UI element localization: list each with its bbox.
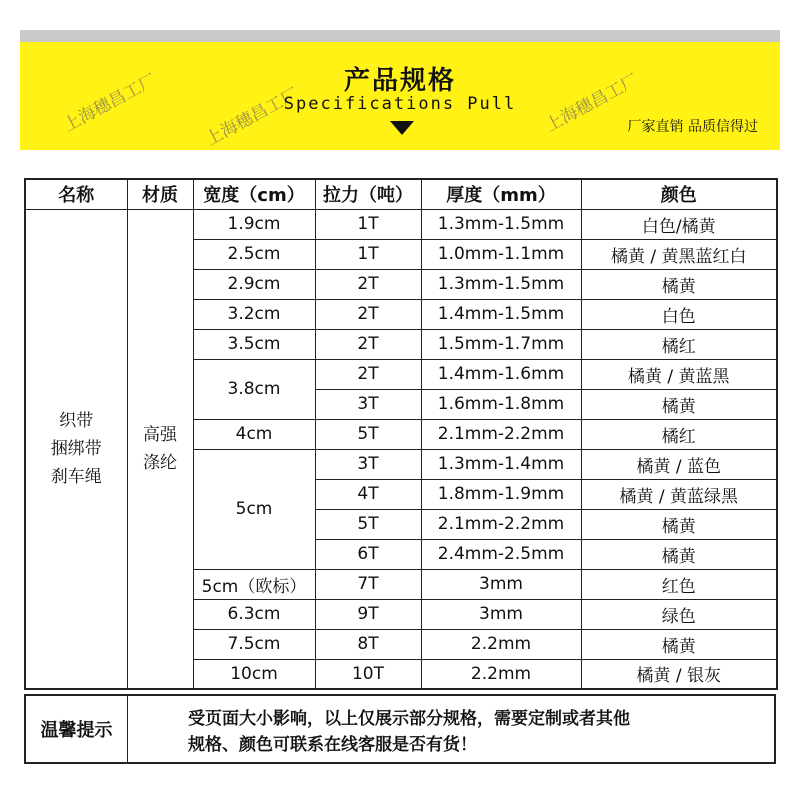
force-cell: 2T <box>315 299 421 329</box>
width-cell: 5cm <box>193 449 315 569</box>
table-row <box>25 209 777 239</box>
force-cell: 2T <box>315 329 421 359</box>
banner-slogan: 厂家直销 品质信得过 <box>627 119 758 135</box>
width-cell: 4cm <box>193 419 315 449</box>
thickness-cell: 1.5mm-1.7mm <box>421 329 581 359</box>
width-cell: 6.3cm <box>193 599 315 629</box>
force-cell: 5T <box>315 419 421 449</box>
color-cell: 橘黄 <box>581 539 777 569</box>
color-cell: 橘黄 / 黄蓝黑 <box>581 359 777 389</box>
width-cell: 1.9cm <box>193 209 315 239</box>
header-color: 颜色 <box>581 179 777 209</box>
watermark-right: 上海穗昌工厂 <box>542 70 642 137</box>
width-cell: 3.5cm <box>193 329 315 359</box>
material-line: 涤纶 <box>143 452 177 473</box>
force-cell: 5T <box>315 509 421 539</box>
header-thickness: 厚度（mm） <box>421 179 581 209</box>
force-cell: 3T <box>315 389 421 419</box>
thickness-cell: 1.3mm-1.5mm <box>421 209 581 239</box>
width-cell: 10cm <box>193 659 315 689</box>
color-cell: 红色 <box>581 569 777 599</box>
color-cell: 绿色 <box>581 599 777 629</box>
thickness-cell: 2.4mm-2.5mm <box>421 539 581 569</box>
header-force: 拉力（吨） <box>315 179 421 209</box>
thickness-cell: 2.1mm-2.2mm <box>421 419 581 449</box>
banner-title: 产品规格 <box>343 66 456 96</box>
color-cell: 白色 <box>581 299 777 329</box>
thickness-cell: 2.1mm-2.2mm <box>421 509 581 539</box>
color-cell: 橘红 <box>581 329 777 359</box>
header-width: 宽度（cm） <box>193 179 315 209</box>
color-cell: 橘黄 <box>581 509 777 539</box>
thickness-cell: 1.3mm-1.5mm <box>421 269 581 299</box>
color-cell: 橘黄 <box>581 629 777 659</box>
force-cell: 4T <box>315 479 421 509</box>
top-gray-bar <box>20 30 780 42</box>
color-cell: 白色/橘黄 <box>581 209 777 239</box>
color-cell: 橘红 <box>581 419 777 449</box>
thickness-cell: 2.2mm <box>421 629 581 659</box>
force-cell: 10T <box>315 659 421 689</box>
force-cell: 2T <box>315 359 421 389</box>
down-arrow-icon <box>390 121 414 135</box>
width-cell: 3.2cm <box>193 299 315 329</box>
width-cell: 7.5cm <box>193 629 315 659</box>
thickness-cell: 1.6mm-1.8mm <box>421 389 581 419</box>
tip-text <box>188 706 768 758</box>
force-cell: 3T <box>315 449 421 479</box>
force-cell: 2T <box>315 269 421 299</box>
force-cell: 7T <box>315 569 421 599</box>
thickness-cell: 1.8mm-1.9mm <box>421 479 581 509</box>
thickness-cell: 3mm <box>421 599 581 629</box>
color-cell: 橘黄 <box>581 269 777 299</box>
thickness-cell: 1.3mm-1.4mm <box>421 449 581 479</box>
thickness-cell: 1.4mm-1.6mm <box>421 359 581 389</box>
force-cell: 8T <box>315 629 421 659</box>
color-cell: 橘黄 / 蓝色 <box>581 449 777 479</box>
width-cell: 2.5cm <box>193 239 315 269</box>
force-cell: 6T <box>315 539 421 569</box>
width-cell: 3.8cm <box>193 359 315 419</box>
thickness-cell: 3mm <box>421 569 581 599</box>
header-material: 材质 <box>127 179 193 209</box>
header-name: 名称 <box>25 179 127 209</box>
color-cell: 橘黄 / 黄蓝绿黑 <box>581 479 777 509</box>
table-header-row <box>25 179 777 209</box>
tip-line: 规格、颜色可联系在线客服是否有货！ <box>188 735 477 755</box>
banner-subtitle: Specifications Pull <box>283 94 517 114</box>
tip-line: 受页面大小影响，以上仅展示部分规格，需要定制或者其他 <box>188 709 630 729</box>
product-name-line: 织带 <box>59 410 94 431</box>
watermark-left: 上海穗昌工厂 <box>60 70 160 137</box>
tip-box <box>24 694 776 764</box>
material-line: 高强 <box>143 424 177 445</box>
tip-label: 温馨提示 <box>26 696 128 762</box>
color-cell: 橘黄 / 黄黑蓝红白 <box>581 239 777 269</box>
material-cell <box>127 209 193 689</box>
thickness-cell: 1.0mm-1.1mm <box>421 239 581 269</box>
watermark-center: 上海穗昌工厂 <box>202 84 302 151</box>
thickness-cell: 1.4mm-1.5mm <box>421 299 581 329</box>
force-cell: 1T <box>315 239 421 269</box>
product-name-line: 刹车绳 <box>50 466 102 487</box>
width-cell: 2.9cm <box>193 269 315 299</box>
width-cell: 5cm（欧标） <box>193 569 315 599</box>
force-cell: 1T <box>315 209 421 239</box>
spec-table <box>24 178 778 690</box>
color-cell: 橘黄 / 银灰 <box>581 659 777 689</box>
product-name-line: 捆绑带 <box>50 438 102 459</box>
spec-banner <box>20 42 780 150</box>
thickness-cell: 2.2mm <box>421 659 581 689</box>
color-cell: 橘黄 <box>581 389 777 419</box>
force-cell: 9T <box>315 599 421 629</box>
product-name-cell <box>25 209 127 689</box>
